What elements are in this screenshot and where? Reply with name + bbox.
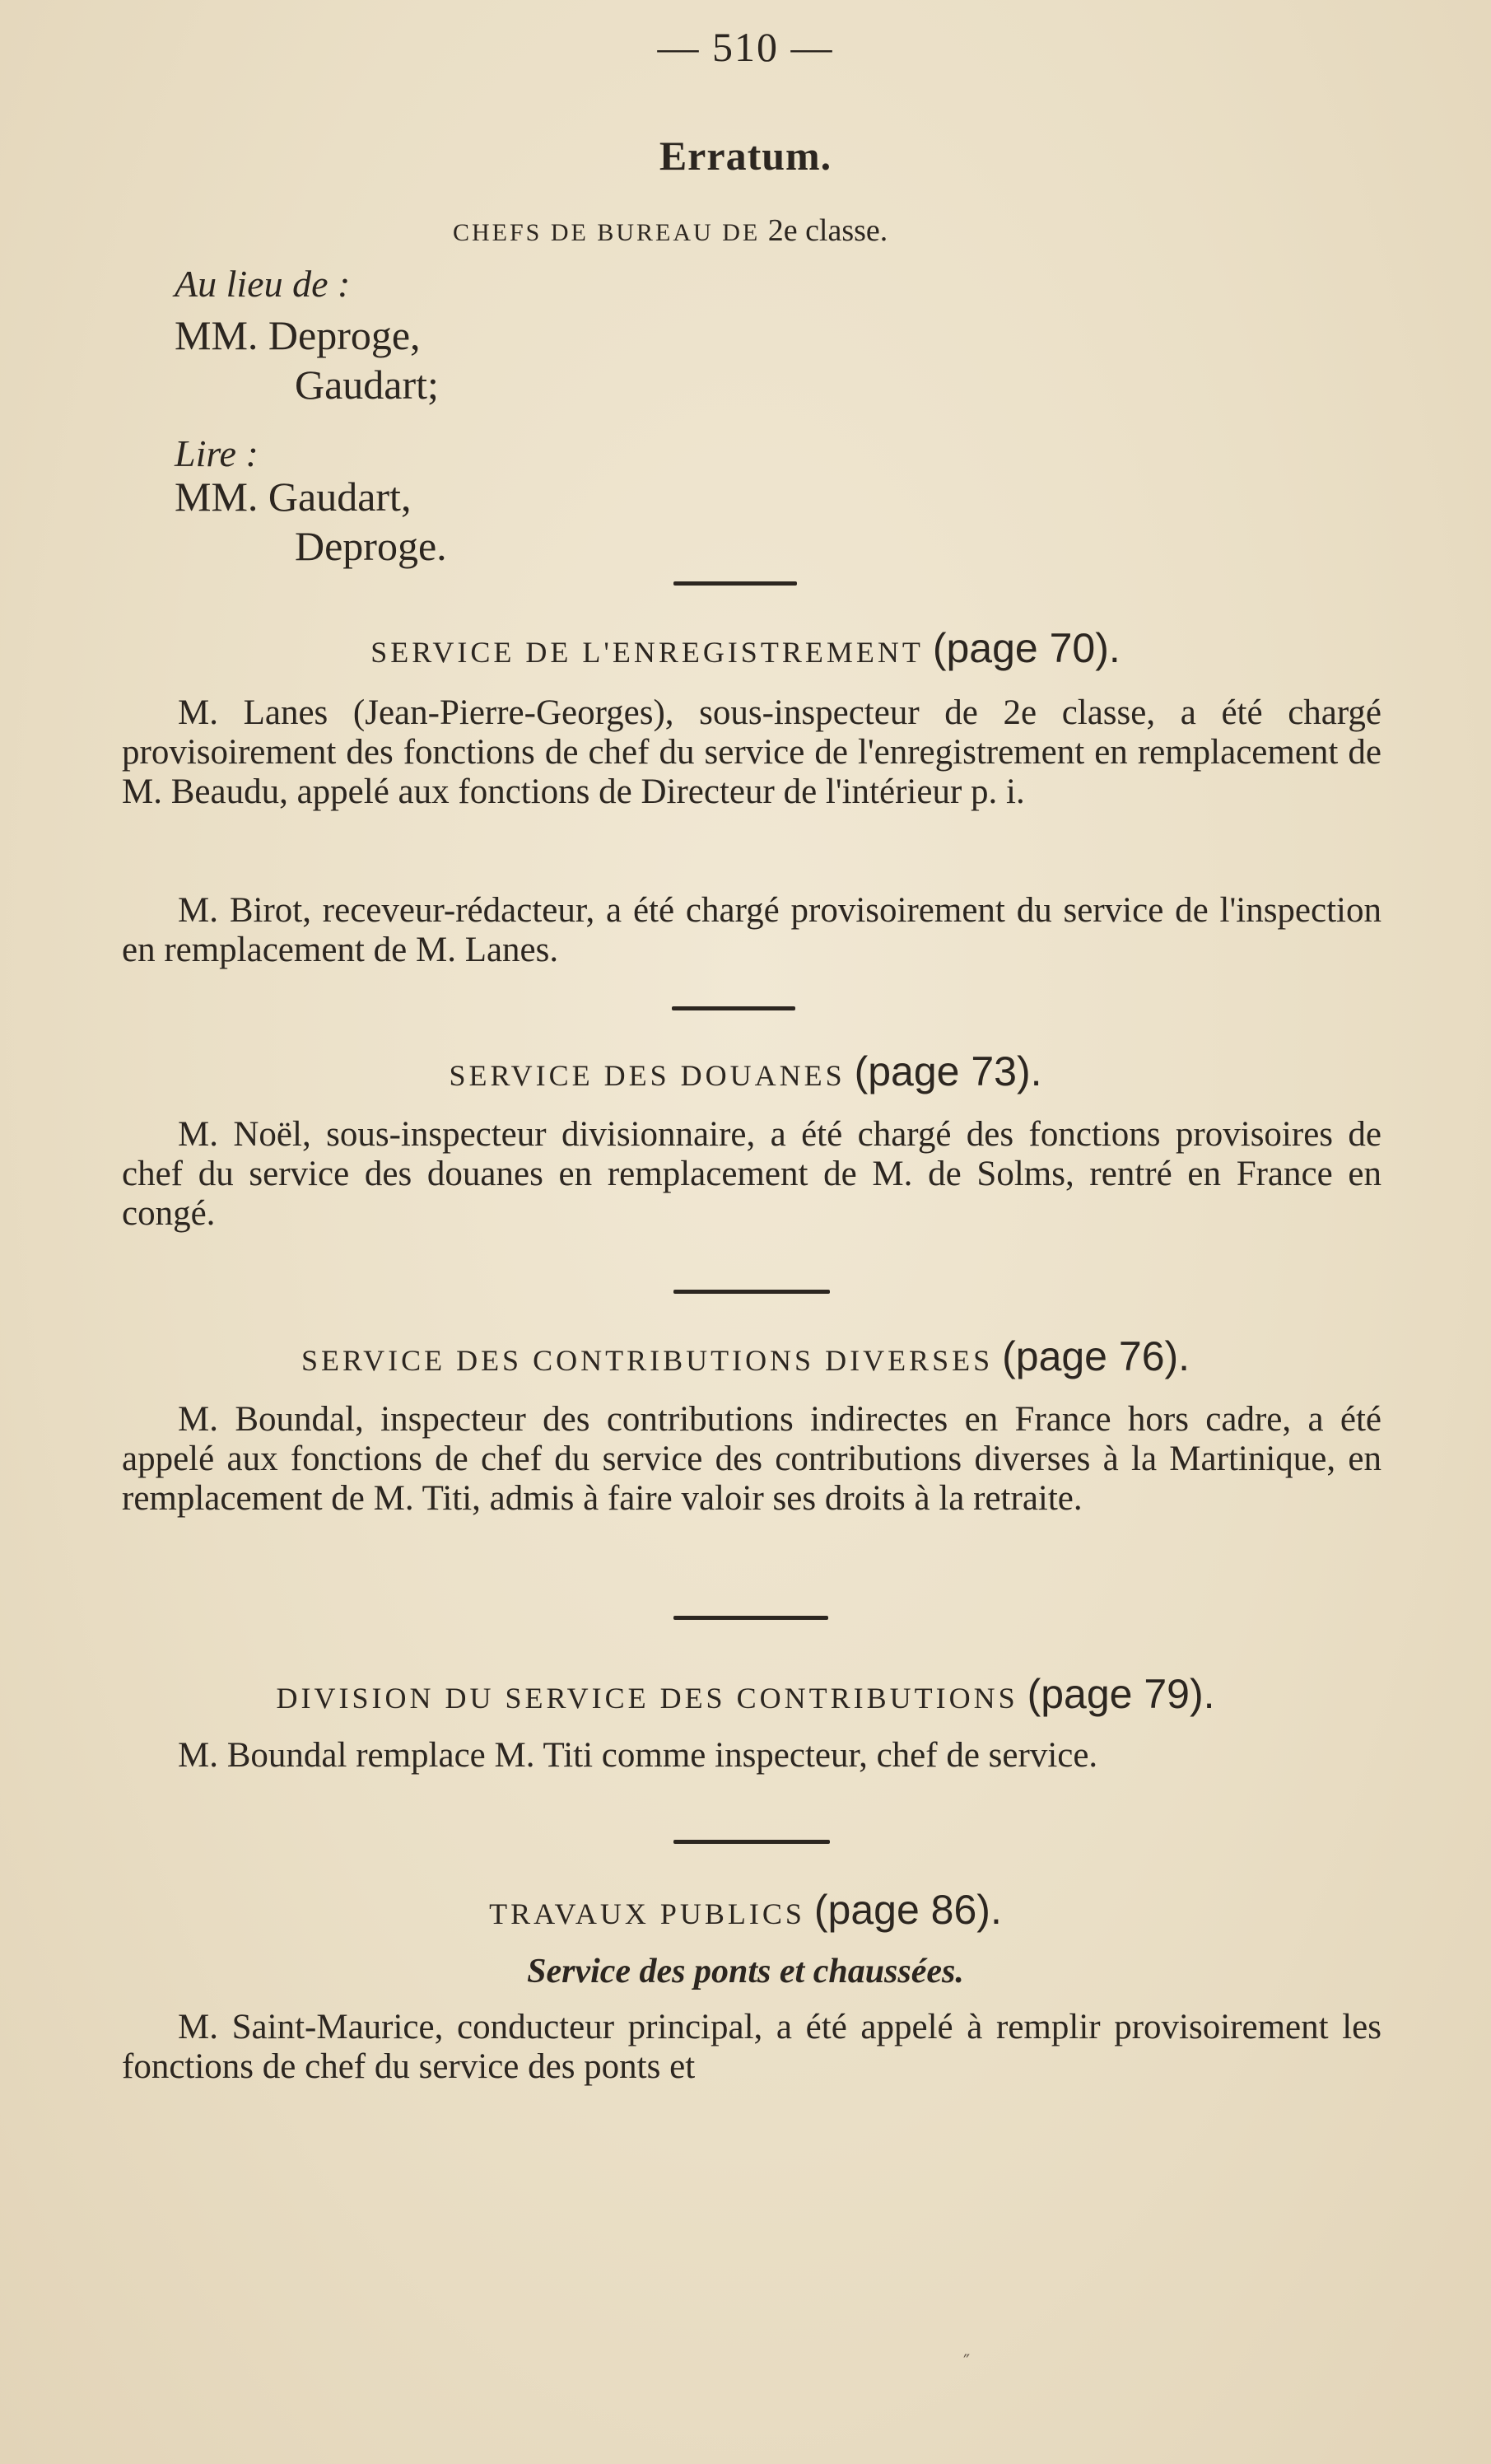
divider-rule (673, 1290, 830, 1294)
section-title: SERVICE DES DOUANES (449, 1059, 846, 1092)
section-title: DIVISION DU SERVICE DES CONTRIBUTIONS (276, 1682, 1018, 1715)
paragraph: M. Noël, sous-inspecteur divisionnaire, a été chargé des fonctions provisoires de chef du service des douanes en remplacement de M. de Solms, rentré en France en congé. (122, 1115, 1382, 1233)
erratum-title: Erratum. (659, 133, 832, 179)
paragraph: M. Saint-Maurice, conducteur principal, a été appelé à remplir provisoirement les fonctions de chef du service des ponts et (122, 2008, 1382, 2086)
section-heading-division-du-service (0, 1670, 1491, 1718)
section-title: SERVICE DES CONTRIBUTIONS DIVERSES (301, 1344, 994, 1377)
lire-label: Lire : (175, 432, 259, 474)
divider-rule (673, 581, 797, 586)
paragraph: M. Boundal, inspecteur des contributions indirectes en France hors cadre, a été appelé aux fonctions de chef du service des contributions diverses à la Martinique, en remplacement de M. Titi, admis à faire valoir ses droits à la retraite. (122, 1400, 1382, 1518)
paragraph: M. Birot, receveur-rédacteur, a été chargé provisoirement du service de l'inspection en remplacement de M. Lanes. (122, 891, 1382, 969)
au-lieu-de-label: Au lieu de : (175, 263, 351, 305)
divider-rule (672, 1006, 795, 1010)
page-number: — 510 — (657, 24, 834, 70)
lire-names-line-1: MM. Gaudart, (175, 474, 412, 520)
divider-rule (673, 1616, 828, 1620)
section-title: TRAVAUX PUBLICS (489, 1897, 805, 1930)
section-heading-douanes (0, 1048, 1491, 1095)
section-page-ref: (page 70). (932, 625, 1121, 671)
chefs-class: 2e classe. (767, 213, 888, 248)
section-heading-enregistrement (0, 624, 1491, 672)
section-subheading: Service des ponts et chaussées. (527, 1953, 964, 1990)
section-page-ref: (page 73). (854, 1048, 1042, 1094)
section-page-ref: (page 79). (1027, 1671, 1215, 1717)
section-heading-travaux-publics (0, 1886, 1491, 1934)
section-page-ref: (page 86). (813, 1887, 1002, 1933)
au-lieu-names-line-2: Gaudart; (295, 362, 439, 408)
paragraph: M. Boundal remplace M. Titi comme inspecteur, chef de service. (178, 1736, 1098, 1775)
section-heading-contributions-diverses (0, 1332, 1491, 1380)
print-speck: ″ (963, 2352, 971, 2373)
paragraph: M. Lanes (Jean-Pierre-Georges), sous-inspecteur de 2e classe, a été chargé provisoirement des fonctions de chef du service de l'enregistrement en remplacement de M. Beaudu, appelé aux fonctions de Directeur de l'intérieur p. i. (122, 693, 1382, 811)
lire-names-line-2: Deproge. (295, 523, 447, 569)
section-page-ref: (page 76). (1002, 1333, 1190, 1379)
chefs-label: CHEFS DE BUREAU DE (453, 219, 761, 246)
section-title: SERVICE DE L'ENREGISTREMENT (370, 636, 924, 669)
au-lieu-names-line-1: MM. Deproge, (175, 312, 421, 358)
divider-rule (673, 1840, 830, 1844)
chefs-de-bureau-heading (453, 212, 888, 249)
